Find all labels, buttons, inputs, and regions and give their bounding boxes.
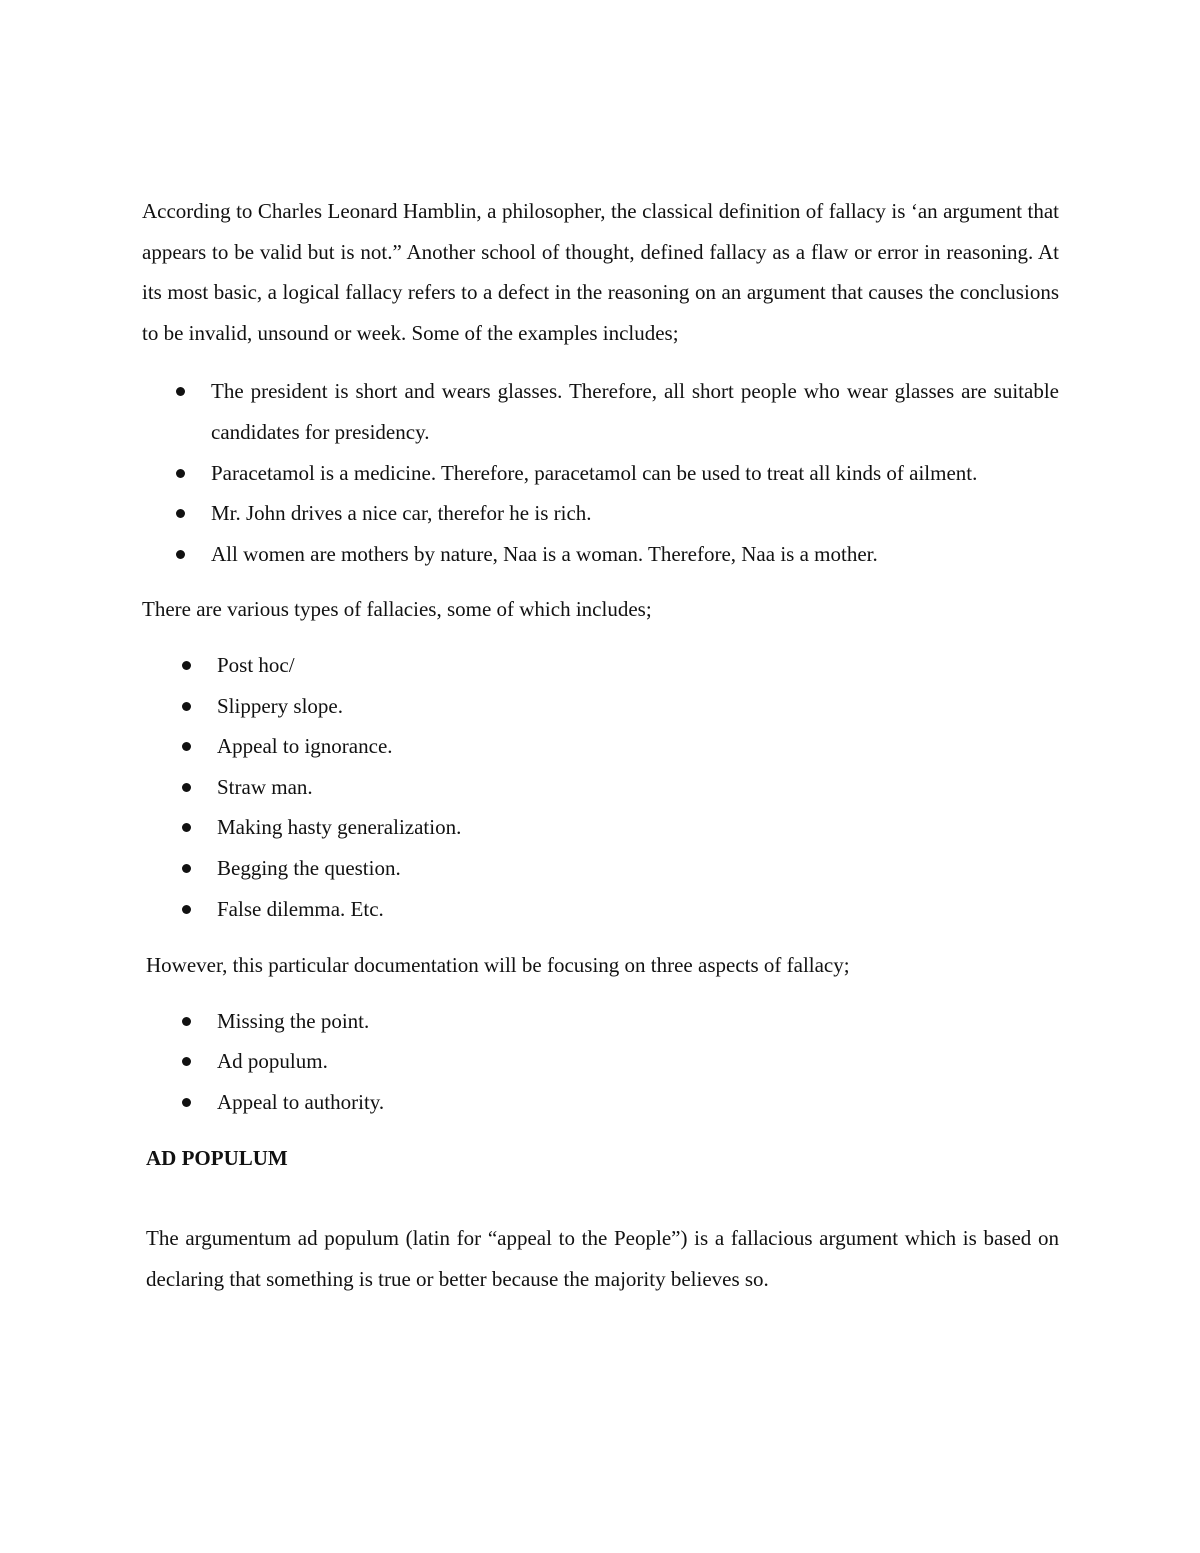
intro-paragraph: According to Charles Leonard Hamblin, a philosopher, the classical definition of fallacy is ‘an argument that appears to be valid but is not.” Another school of thought, defined fallacy as a flaw or error in reasoning. At its most basic, a logical fallacy refers to a defect in the reasoning on an argument that causes the conclusions to be invalid, unsound or week. Some of the examples includes; (142, 199, 1059, 345)
bullet-icon (176, 387, 185, 396)
list-item: Straw man. (142, 767, 1059, 808)
bullet-icon (176, 509, 185, 518)
list-item: Post hoc/ (142, 645, 1059, 686)
list-item: Slippery slope. (142, 686, 1059, 727)
bullet-icon (182, 1017, 191, 1026)
bullet-icon (182, 864, 191, 873)
document-body (142, 191, 1059, 1299)
ad-populum-paragraph: The argumentum ad populum (latin for “appeal to the People”) is a fallacious argument which is based on declaring that something is true or better because the majority believes so. (146, 1226, 1059, 1291)
section-heading: AD POPULUM (146, 1146, 288, 1171)
fallacy-types-list (142, 645, 1059, 929)
list-item: Paracetamol is a medicine. Therefore, paracetamol can be used to treat all kinds of ailment. (142, 453, 1059, 494)
bullet-icon (182, 905, 191, 914)
list-item: Missing the point. (142, 1001, 1059, 1042)
list-item: Mr. John drives a nice car, therefor he is rich. (142, 493, 1059, 534)
list-item: False dilemma. Etc. (142, 889, 1059, 930)
bullet-icon (182, 783, 191, 792)
bullet-icon (182, 702, 191, 711)
list-item: All women are mothers by nature, Naa is a woman. Therefore, Naa is a mother. (142, 534, 1059, 575)
bullet-icon (182, 661, 191, 670)
focus-intro: However, this particular documentation will be focusing on three aspects of fallacy; (146, 953, 850, 978)
list-item: Ad populum. (142, 1041, 1059, 1082)
bullet-icon (182, 1098, 191, 1107)
focus-aspects-list (142, 1001, 1059, 1123)
bullet-icon (176, 550, 185, 559)
list-item: Making hasty generalization. (142, 807, 1059, 848)
examples-list (142, 371, 1059, 574)
list-item: The president is short and wears glasses. Therefore, all short people who wear glasses are suitable candidates for presidency. (142, 371, 1059, 452)
list-item: Appeal to ignorance. (142, 726, 1059, 767)
bullet-icon (182, 1057, 191, 1066)
bullet-icon (182, 742, 191, 751)
bullet-icon (182, 823, 191, 832)
types-intro: There are various types of fallacies, some of which includes; (142, 597, 652, 622)
list-item: Begging the question. (142, 848, 1059, 889)
list-item: Appeal to authority. (142, 1082, 1059, 1123)
bullet-icon (176, 469, 185, 478)
